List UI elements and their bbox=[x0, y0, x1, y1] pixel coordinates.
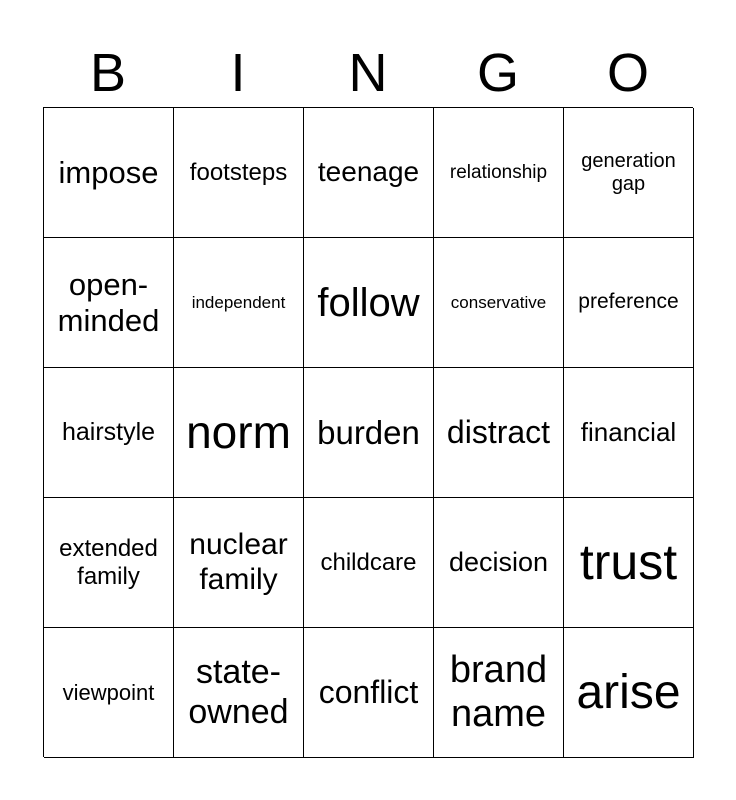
bingo-cell[interactable]: trust bbox=[564, 498, 694, 628]
bingo-cell[interactable]: preference bbox=[564, 238, 694, 368]
bingo-cell[interactable]: nuclear family bbox=[174, 498, 304, 628]
header-letter-b: B bbox=[89, 43, 127, 103]
bingo-cell[interactable]: viewpoint bbox=[44, 628, 174, 758]
header-letter-o: O bbox=[606, 43, 649, 103]
header-letter-g: G bbox=[476, 43, 519, 103]
bingo-cell[interactable]: distract bbox=[434, 368, 564, 498]
bingo-cell[interactable]: footsteps bbox=[174, 108, 304, 238]
bingo-cell[interactable]: extended family bbox=[44, 498, 174, 628]
bingo-cell[interactable]: arise bbox=[564, 628, 694, 758]
bingo-cell[interactable]: state-owned bbox=[174, 628, 304, 758]
bingo-cell[interactable]: decision bbox=[434, 498, 564, 628]
bingo-cell[interactable]: burden bbox=[304, 368, 434, 498]
bingo-cell[interactable]: hairstyle bbox=[44, 368, 174, 498]
bingo-cell[interactable]: teenage bbox=[304, 108, 434, 238]
bingo-cell[interactable]: conflict bbox=[304, 628, 434, 758]
bingo-cell[interactable]: childcare bbox=[304, 498, 434, 628]
bingo-cell[interactable]: relationship bbox=[434, 108, 564, 238]
bingo-cell[interactable]: follow bbox=[304, 238, 434, 368]
bingo-header bbox=[43, 40, 693, 106]
bingo-cell[interactable]: generation gap bbox=[564, 108, 694, 238]
bingo-cell[interactable]: independent bbox=[174, 238, 304, 368]
bingo-cell[interactable]: financial bbox=[564, 368, 694, 498]
bingo-cell[interactable]: norm bbox=[174, 368, 304, 498]
header-letter-n: N bbox=[348, 43, 388, 103]
bingo-card bbox=[43, 107, 693, 757]
bingo-cell[interactable]: brand name bbox=[434, 628, 564, 758]
bingo-cell[interactable]: impose bbox=[44, 108, 174, 238]
bingo-cell[interactable]: conservative bbox=[434, 238, 564, 368]
header-letter-i: I bbox=[230, 43, 246, 103]
bingo-cell[interactable]: open-minded bbox=[44, 238, 174, 368]
